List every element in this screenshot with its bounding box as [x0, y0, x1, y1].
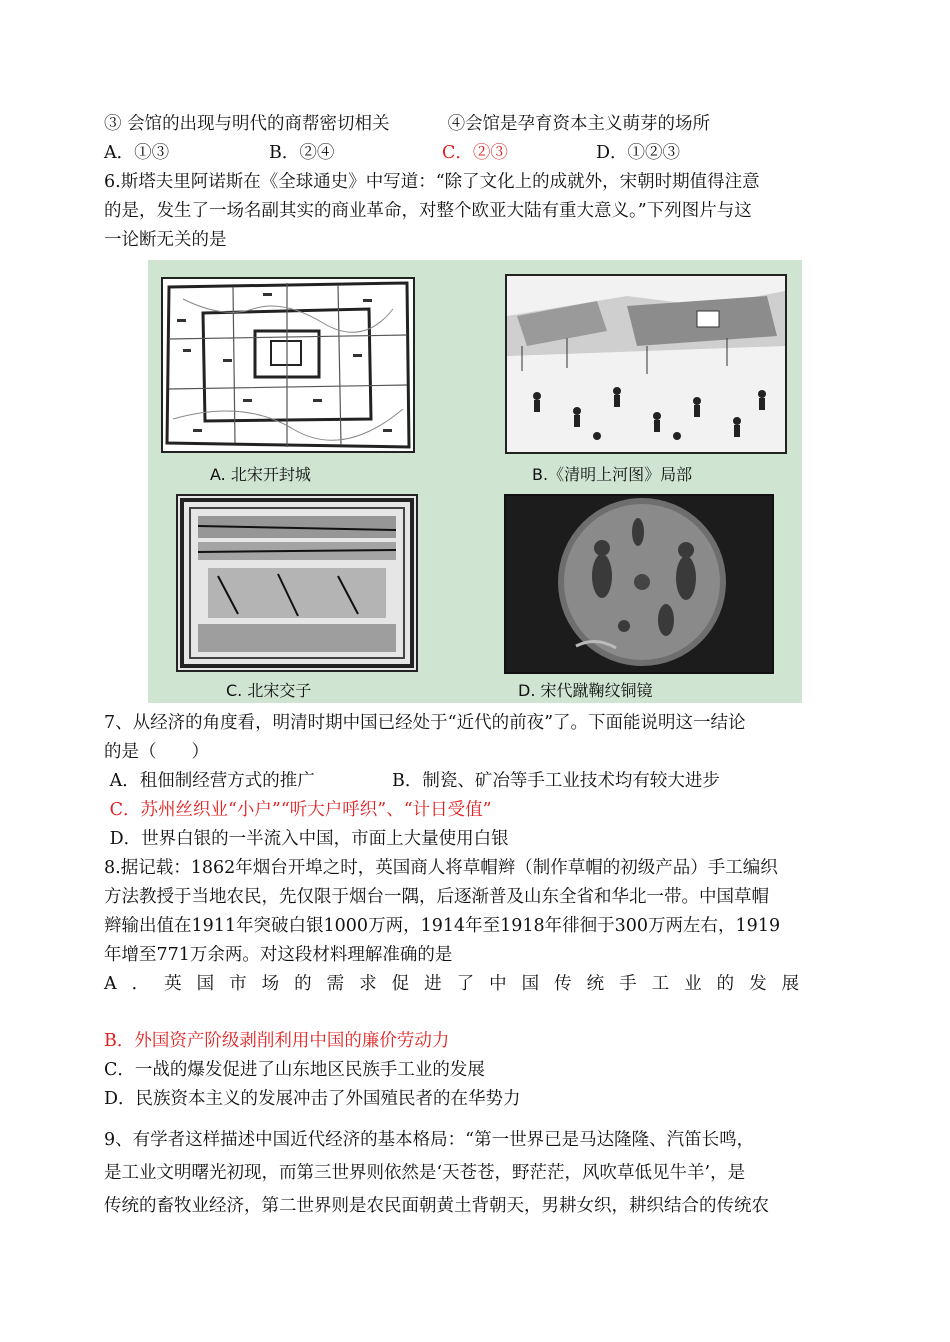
q6-stem-line-1: 6.斯塔夫里阿诺斯在《全球通史》中写道：“除了文化上的成就外，宋朝时期值得注意 [104, 172, 760, 192]
figure-a-caption: A. 北宋开封城 [210, 465, 311, 484]
qingming-scroll-image [507, 276, 785, 452]
bronze-mirror-image [506, 496, 772, 672]
q6-figure [148, 260, 802, 703]
q7-option-a: A．租佃制经营方式的推广 [104, 771, 315, 791]
figure-b-caption: B.《清明上河图》局部 [532, 465, 693, 484]
figure-a-kaifeng-map [161, 277, 415, 453]
exam-page [104, 110, 850, 1223]
q7-option-d: D．世界白银的一半流入中国，市面上大量使用白银 [104, 829, 509, 849]
q5-option-a: A．①③ [104, 143, 170, 163]
figure-c-caption: C. 北宋交子 [226, 681, 312, 700]
q7-stem-line-2: 的是（ ） [104, 742, 209, 762]
q6-stem-line-3: 一论断无关的是 [104, 230, 227, 250]
q8-stem-line-2: 方法教授于当地农民，先仅限于烟台一隅，后逐渐普及山东全省和华北一带。中国草帽 [104, 887, 769, 907]
kaifeng-map-image [163, 279, 413, 451]
q8-option-a: A．英国市场的需求促进了中国传统手工业的发展 [104, 974, 815, 994]
q5-options [104, 139, 850, 168]
figure-c-jiaozi [176, 494, 418, 672]
figure-d-caption: D. 宋代蹴鞠纹铜镜 [518, 681, 653, 700]
q5-option-c-answer: C．②③ [442, 143, 508, 163]
q5-statement-3: ③ 会馆的出现与明代的商帮密切相关 [104, 114, 390, 134]
q9-stem-line-2: 是工业文明曙光初现，而第三世界则依然是‘天苍苍，野茫茫，风吹草低见牛羊’，是 [104, 1163, 746, 1183]
q8-option-b-answer: B．外国资产阶级剥削利用中国的廉价劳动力 [104, 1031, 450, 1051]
q9-stem-line-3: 传统的畜牧业经济，第二世界则是农民面朝黄土背朝天，男耕女织，耕织结合的传统农 [104, 1196, 769, 1216]
spacer [104, 999, 850, 1027]
q5-statement-4: ④会馆是孕育资本主义萌芽的场所 [447, 114, 711, 134]
q7-option-c-answer: C．苏州丝织业“小户”“听大户呼织”、“计日受值” [104, 800, 492, 820]
q8-stem-line-1: 8.据记载：1862年烟台开埠之时，英国商人将草帽辫（制作草帽的初级产品）手工编织 [104, 858, 778, 878]
q6-stem-line-2: 的是，发生了一场名副其实的商业革命，对整个欧亚大陆有重大意义。”下列图片与这 [104, 201, 752, 221]
q9-stem-line-1: 9、有学者这样描述中国近代经济的基本格局：“第一世界已是马达隆隆、汽笛长鸣， [104, 1130, 755, 1150]
q5-option-b: B．②④ [269, 143, 335, 163]
q8-option-c: C．一战的爆发促进了山东地区民族手工业的发展 [104, 1060, 485, 1080]
q8-stem-line-3: 辫输出值在1911年突破白银1000万两，1914年至1918年徘徊于300万两左右，1919 [104, 916, 781, 936]
q5-statements [104, 110, 850, 139]
q7-option-b: B．制瓷、矿冶等手工业技术均有较大进步 [392, 771, 720, 791]
jiaozi-image [178, 496, 416, 670]
q8-option-d: D．民族资本主义的发展冲击了外国殖民者的在华势力 [104, 1089, 521, 1109]
q8-stem-line-4: 年增至771万余两。对这段材料理解准确的是 [104, 945, 453, 965]
q7-options-ab [104, 767, 850, 796]
q7-stem-line-1: 7、从经济的角度看，明清时期中国已经处于“近代的前夜”了。下面能说明这一结论 [104, 713, 746, 733]
q5-option-d: D．①②③ [596, 143, 681, 163]
figure-b-qingming-scroll [505, 274, 787, 454]
figure-d-bronze-mirror [504, 494, 774, 674]
